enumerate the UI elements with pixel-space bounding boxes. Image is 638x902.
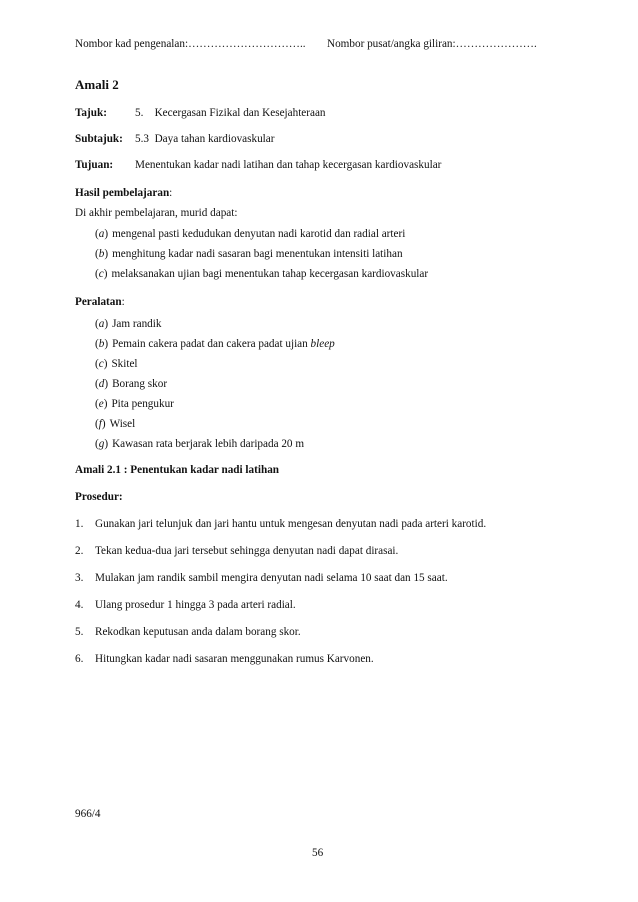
procedure-step: 5. Rekodkan keputusan anda dalam borang skor. (75, 626, 301, 638)
list-item: (a) Jam randik (95, 318, 162, 330)
list-item: (a) mengenal pasti kedudukan denyutan nadi karotid dan radial arteri (95, 228, 406, 240)
procedure-step: 1. Gunakan jari telunjuk dan jari hantu untuk mengesan denyutan nadi pada arteri karotid. (75, 518, 487, 530)
hasil-colon: : (169, 187, 173, 199)
subtajuk-label: Subtajuk: (75, 133, 123, 145)
list-item: (d) Borang skor (95, 378, 168, 390)
list-item: (b) menghitung kadar nadi sasaran bagi menentukan intensiti latihan (95, 248, 403, 260)
procedure-step: 6. Hitungkan kadar nadi sasaran menggunakan rumus Karvonen. (75, 653, 374, 665)
tujuan-value: Menentukan kadar nadi latihan dan tahap kecergasan kardiovaskular (135, 159, 442, 171)
list-item: (g) Kawasan rata berjarak lebih daripada 20 m (95, 438, 305, 450)
hasil-label: Hasil pembelajaran (75, 187, 170, 199)
procedure-step: 3. Mulakan jam randik sambil mengira denyutan nadi selama 10 saat dan 15 saat. (75, 572, 448, 584)
center-number-field: Nombor pusat/angka giliran:…………………. (327, 38, 537, 50)
tujuan-label: Tujuan: (75, 159, 114, 171)
page-number: 56 (312, 847, 324, 859)
peralatan-heading (75, 296, 125, 308)
procedure-step: 4. Ulang prosedur 1 hingga 3 pada arteri radial. (75, 599, 296, 611)
id-number-field: Nombor kad pengenalan:………………………….. (75, 38, 306, 50)
procedure-step: 2. Tekan kedua-dua jari tersebut sehingga denyutan nadi dapat dirasai. (75, 545, 399, 557)
list-item: (f) Wisel (95, 418, 136, 430)
list-item: (e) Pita pengukur (95, 398, 174, 410)
peralatan-colon: : (121, 296, 125, 308)
subtajuk-value: 5.3 Daya tahan kardiovaskular (135, 133, 275, 145)
hasil-heading (75, 187, 172, 199)
hasil-intro: Di akhir pembelajaran, murid dapat: (75, 207, 238, 219)
prosedur-label: Prosedur: (75, 491, 123, 503)
list-item: (c) melaksanakan ujian bagi menentukan tahap kecergasan kardiovaskular (95, 268, 429, 280)
section-heading-amali-2-1: Amali 2.1 : Penentukan kadar nadi latihan (75, 464, 280, 476)
list-item: (c) Skitel (95, 358, 138, 370)
paper-code: 966/4 (75, 808, 101, 820)
peralatan-label: Peralatan (75, 296, 122, 308)
list-item: (b) Pemain cakera padat dan cakera padat ujian bleep (95, 338, 335, 350)
page-title: Amali 2 (75, 77, 119, 92)
tajuk-label: Tajuk: (75, 107, 107, 119)
tajuk-value: 5. Kecergasan Fizikal dan Kesejahteraan (135, 107, 326, 119)
